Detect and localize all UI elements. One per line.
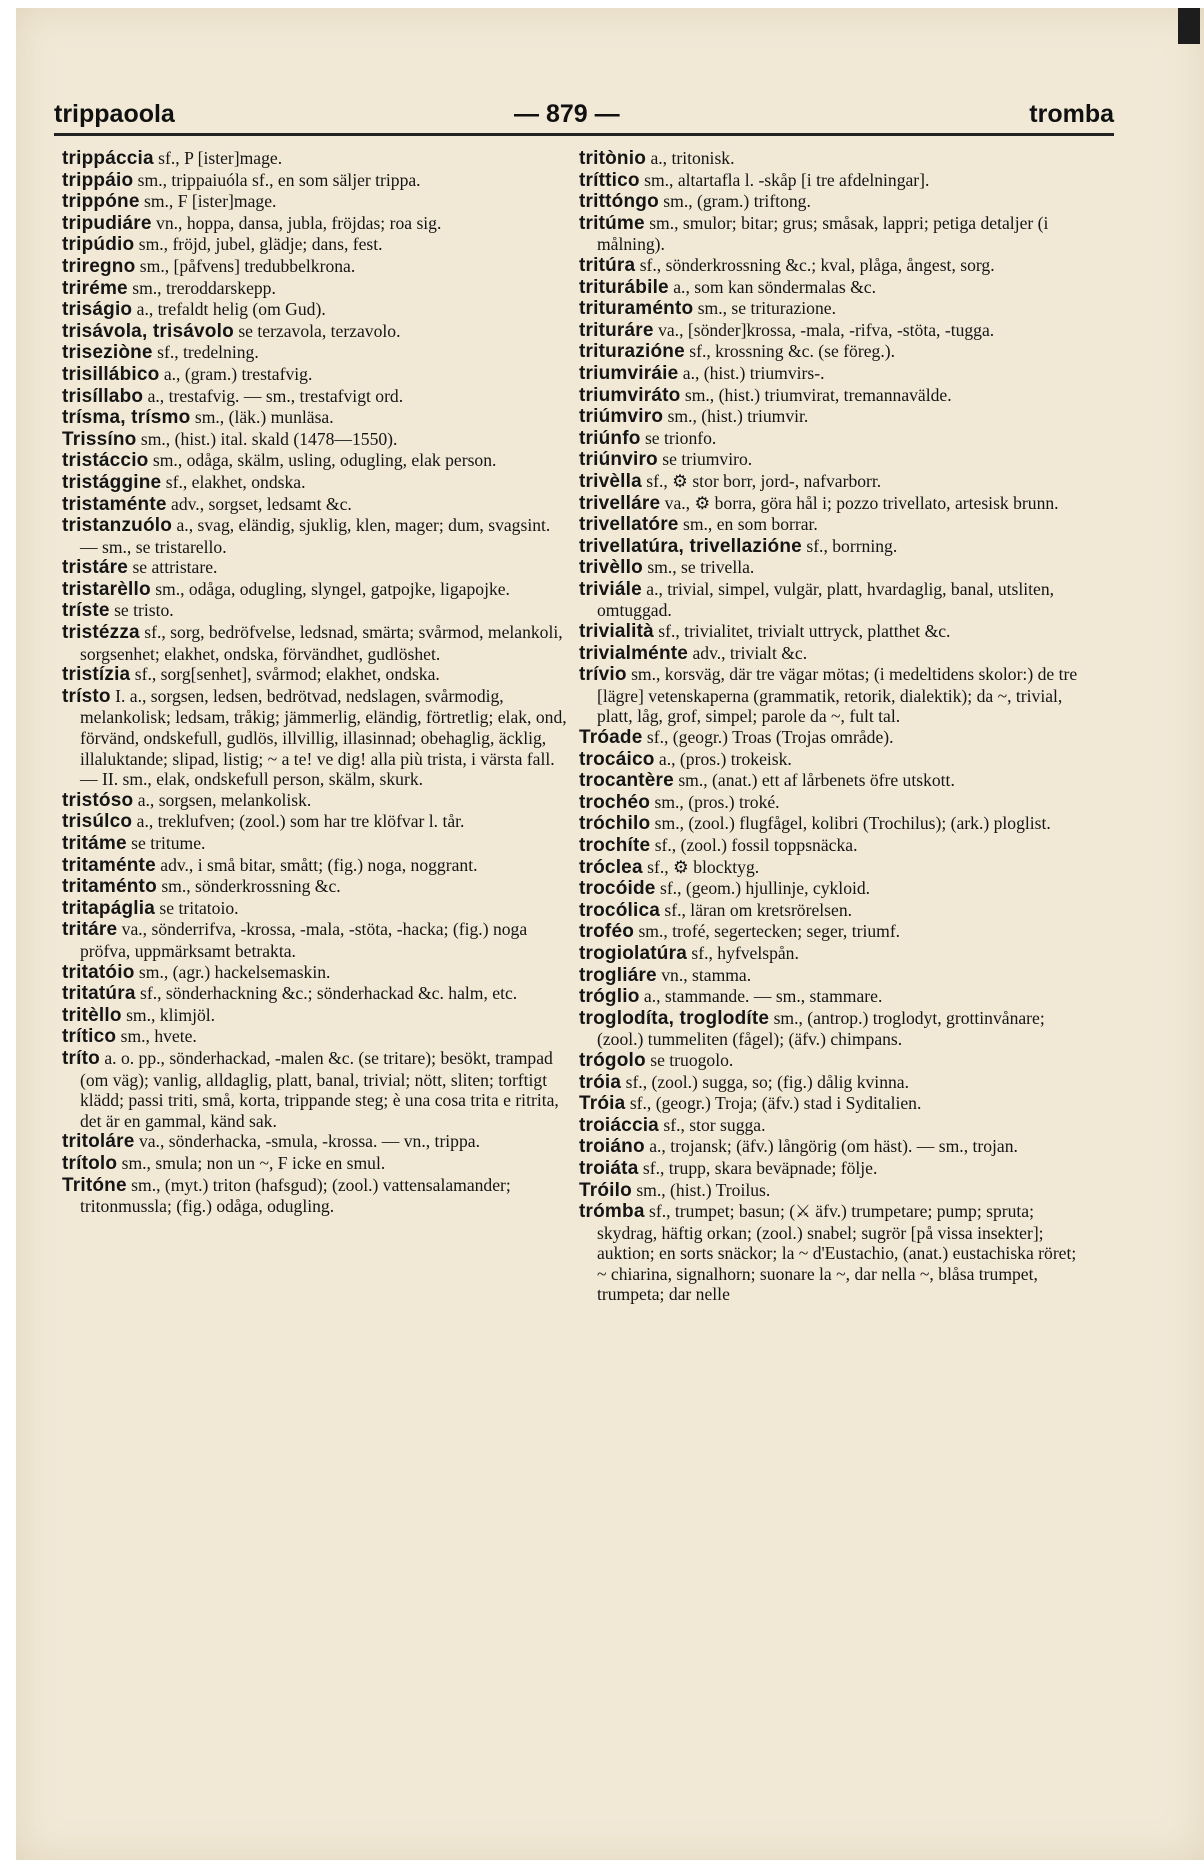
dictionary-entry xyxy=(579,749,1082,771)
dictionary-entry xyxy=(579,579,1082,621)
entry-headword: tríste xyxy=(62,600,110,622)
dictionary-entry xyxy=(579,1093,1082,1115)
entry-definition: sm., treroddarskepp. xyxy=(132,277,276,298)
dictionary-entry xyxy=(62,876,567,898)
dictionary-entry xyxy=(62,898,567,920)
dictionary-entry xyxy=(579,621,1082,643)
entry-headword: trogiolatúra xyxy=(579,942,687,964)
dictionary-entry xyxy=(579,792,1082,814)
dictionary-entry xyxy=(579,449,1082,471)
dictionary-entry xyxy=(579,857,1082,879)
entry-definition: sf., sönderhackning &c.; sönderhackad &c. halm, etc. xyxy=(140,983,518,1004)
dictionary-entry xyxy=(579,1050,1082,1072)
entry-definition: a., sorgsen, melankolisk. xyxy=(137,789,312,810)
entry-definition: a., stammande. — sm., stammare. xyxy=(643,986,883,1007)
dictionary-entry xyxy=(62,386,567,408)
entry-headword: trivèllo xyxy=(579,557,643,579)
entry-headword: triságio xyxy=(62,299,133,321)
entry-headword: tritònio xyxy=(579,148,647,169)
entry-definition: sm., (hist.) triumvir. xyxy=(667,406,809,427)
entry-definition: sf., (zool.) fossil toppsnäcka. xyxy=(654,835,858,855)
dictionary-entry xyxy=(62,191,567,213)
dictionary-entry xyxy=(62,472,567,494)
entry-headword: triturábile xyxy=(579,276,669,298)
dictionary-entry xyxy=(62,1048,567,1131)
dictionary-entry xyxy=(62,1131,567,1153)
left-column xyxy=(62,148,567,1217)
entry-definition: sm., (anat.) ett af lårbenets öfre utskott. xyxy=(678,770,955,791)
entry-definition: se tritume. xyxy=(131,833,206,853)
entry-definition: a., (hist.) triumvirs-. xyxy=(682,362,825,383)
entry-definition: sf., trupp, skara beväpnade; följe. xyxy=(642,1157,878,1178)
dictionary-entry xyxy=(579,1180,1082,1202)
entry-headword: tristággine xyxy=(62,471,162,493)
entry-definition: sm., (hist.) ital. skald (1478—1550). xyxy=(140,428,398,449)
dictionary-entry xyxy=(579,921,1082,943)
entry-definition: sm., altartafla l. -skåp [i tre afdelningar]. xyxy=(644,169,930,190)
dictionary-entry xyxy=(579,727,1082,749)
entry-definition: a., trefaldt helig (om Gud). xyxy=(136,299,326,320)
dictionary-entry xyxy=(62,299,567,321)
entry-headword: tristízia xyxy=(62,664,131,686)
entry-headword: triturazióne xyxy=(579,341,685,363)
entry-headword: trítico xyxy=(62,1026,117,1048)
entry-headword: trippáio xyxy=(62,169,134,191)
entry-definition: sm., (antrop.) troglodyt, grottinvånare; (zool.) tummeliten (fågel); (äfv.) chimpans. xyxy=(597,1007,1045,1050)
entry-headword: trisúlco xyxy=(62,811,133,833)
entry-definition: sm., F [ister]mage. xyxy=(144,191,277,212)
entry-headword: triseziòne xyxy=(62,342,153,364)
dictionary-entry xyxy=(62,811,567,833)
header-guideword-right: tromba xyxy=(1029,100,1114,128)
entry-headword: Tróia xyxy=(579,1093,626,1115)
dictionary-entry xyxy=(579,900,1082,922)
entry-headword: trógolo xyxy=(579,1049,646,1071)
entry-definition: sf., ⚙ blocktyg. xyxy=(647,856,760,877)
entry-headword: trivèlla xyxy=(579,470,642,492)
entry-definition: se tritatoio. xyxy=(159,897,239,918)
entry-definition: sf., (geogr.) Troas (Trojas område). xyxy=(646,727,894,748)
entry-definition: I. a., sorgsen, ledsen, bedrötvad, nedslagen, svårmodig, melankolisk; ledsam, tråkig; jämmerlig, eländig, förtretlig; elak, ond, förvänd, ondskefull, gudlös, illvillig, illasinnad; obehaglig, äcklig, illaluktande; slipad, listig; ~ a te! ve dig! alla più trista, i värsta fall. — II. sm., elak, ondskefull person, skälm, skurk. xyxy=(80,685,567,790)
dictionary-entry xyxy=(579,1201,1082,1305)
dictionary-entry xyxy=(62,429,567,451)
entry-definition: sm., (gram.) triftong. xyxy=(663,191,811,212)
entry-definition: a., treklufven; (zool.) som har tre klöfvar l. tår. xyxy=(136,811,465,832)
dictionary-entry xyxy=(62,213,567,235)
entry-definition: sm., se triturazione. xyxy=(697,298,836,319)
header-rule xyxy=(54,133,1114,136)
entry-headword: trísma, trísmo xyxy=(62,407,191,429)
entry-definition: a., svag, eländig, sjuklig, klen, mager; dum, svagsint. — sm., se tristarello. xyxy=(80,515,551,557)
entry-definition: sf., hyfvelspån. xyxy=(691,942,799,963)
entry-definition: a., som kan söndermalas &c. xyxy=(673,276,877,297)
dictionary-entry xyxy=(579,428,1082,450)
page-number: — 879 — xyxy=(514,100,620,128)
entry-definition: sf., trivialitet, trivialt uttryck, platthet &c. xyxy=(658,621,951,642)
dictionary-entry xyxy=(579,1115,1082,1137)
page-header xyxy=(54,96,1114,132)
entry-headword: troiáccia xyxy=(579,1114,659,1136)
dictionary-entry xyxy=(579,170,1082,192)
entry-definition: se terzavola, terzavolo. xyxy=(238,320,401,341)
entry-definition: va., ⚙ borra, göra hål i; pozzo trivellato, artesisk brunn. xyxy=(664,492,1059,513)
entry-headword: trochéo xyxy=(579,791,651,813)
entry-definition: sm., korsväg, där tre vägar mötas; (i medeltidens skolor:) de tre [lägre] vetenskaperna (grammatik, retorik, dialektik); da ~, trivial, platt, låg, grof, simpel; parole da ~, fult tal. xyxy=(597,664,1078,727)
entry-headword: trippóne xyxy=(62,191,140,213)
entry-headword: trocóide xyxy=(579,878,656,900)
dictionary-entry xyxy=(579,965,1082,987)
entry-definition: se attristare. xyxy=(132,557,218,578)
entry-definition: sm., trofé, segertecken; seger, triumf. xyxy=(638,921,901,942)
entry-definition: sf., elakhet, ondska. xyxy=(165,471,306,492)
entry-headword: tróchilo xyxy=(579,813,651,835)
dictionary-entry xyxy=(62,664,567,686)
dictionary-entry xyxy=(62,407,567,429)
entry-definition: sm., smula; non un ~, F icke en smul. xyxy=(121,1152,386,1173)
entry-definition: sm., (hist.) Troilus. xyxy=(636,1179,771,1200)
entry-headword: triúmviro xyxy=(579,406,664,428)
entry-definition: sm., trippaiuóla sf., en som säljer trippa. xyxy=(137,169,421,190)
dictionary-entry xyxy=(62,170,567,192)
entry-headword: Tritóne xyxy=(62,1174,127,1196)
entry-definition: sf., borrning. xyxy=(806,535,898,556)
entry-headword: trivellatúra, trivellazióne xyxy=(579,535,802,557)
dictionary-entry xyxy=(62,148,567,170)
entry-definition: a., tritonisk. xyxy=(650,148,735,168)
dictionary-entry xyxy=(62,364,567,386)
entry-definition: a., trojansk; (äfv.) långörig (om häst). — sm., trojan. xyxy=(649,1136,1018,1157)
entry-definition: sf., sorg, bedröfvelse, ledsnad, smärta; svårmod, melankoli, sorgsenhet; elakhet, ondska, förvändhet, gudlöshet. xyxy=(80,622,563,664)
entry-definition: sf., (geogr.) Troja; (äfv.) stad i Syditalien. xyxy=(629,1093,922,1114)
dictionary-entry xyxy=(62,278,567,300)
dictionary-entry xyxy=(579,536,1082,558)
entry-headword: trívio xyxy=(579,664,627,686)
entry-headword: Tróade xyxy=(579,727,643,749)
dictionary-entry xyxy=(579,835,1082,857)
entry-headword: trocólica xyxy=(579,899,660,921)
entry-definition: a., trivial, simpel, vulgär, platt, hvardaglig, banal, utsliten, omtuggad. xyxy=(597,578,1055,621)
entry-headword: tríto xyxy=(62,1047,100,1069)
dictionary-entry xyxy=(62,1175,567,1217)
entry-headword: tritèllo xyxy=(62,1004,122,1026)
entry-headword: trisillábico xyxy=(62,363,160,385)
dictionary-entry xyxy=(579,943,1082,965)
dictionary-entry xyxy=(579,341,1082,363)
dictionary-entry xyxy=(62,1005,567,1027)
entry-headword: triúnfo xyxy=(579,427,641,449)
entry-headword: trivialità xyxy=(579,621,654,643)
dictionary-entry xyxy=(62,790,567,812)
entry-headword: trocantère xyxy=(579,770,674,792)
dictionary-entry xyxy=(579,1136,1082,1158)
entry-headword: tróia xyxy=(579,1071,622,1093)
entry-headword: tristarèllo xyxy=(62,578,151,600)
dictionary-entry xyxy=(579,1008,1082,1050)
entry-headword: triumviráto xyxy=(579,384,681,406)
dictionary-entry xyxy=(62,450,567,472)
dictionary-entry xyxy=(579,514,1082,536)
entry-headword: trisíllabo xyxy=(62,385,144,407)
entry-headword: tritáme xyxy=(62,833,127,854)
entry-definition: sf., ⚙ stor borr, jord-, nafvarborr. xyxy=(646,470,882,491)
entry-definition: sf., krossning &c. (se föreg.). xyxy=(689,341,895,362)
entry-headword: tritúme xyxy=(579,212,645,234)
dictionary-entry xyxy=(579,813,1082,835)
dictionary-entry xyxy=(579,255,1082,277)
entry-definition: se triumviro. xyxy=(662,449,753,470)
entry-headword: trochíte xyxy=(579,835,651,856)
entry-headword: tripúdio xyxy=(62,234,135,256)
dictionary-entry xyxy=(579,1072,1082,1094)
dictionary-entry xyxy=(579,557,1082,579)
entry-headword: tritúra xyxy=(579,254,636,276)
entry-headword: tróglio xyxy=(579,986,640,1008)
dictionary-entry xyxy=(62,256,567,278)
dictionary-entry xyxy=(62,622,567,664)
entry-definition: sm., (agr.) hackelsemaskin. xyxy=(138,961,331,982)
entry-definition: sm., odåga, skälm, usling, odugling, elak person. xyxy=(152,450,497,471)
entry-definition: sm., [påfvens] tredubbelkrona. xyxy=(139,255,356,276)
entry-definition: sm., sönderkrossning &c. xyxy=(161,876,341,897)
entry-headword: troiáno xyxy=(579,1136,645,1158)
dictionary-entry xyxy=(579,298,1082,320)
dictionary-entry xyxy=(62,855,567,877)
dictionary-entry xyxy=(62,494,567,516)
entry-headword: trittóngo xyxy=(579,191,659,213)
entry-definition: va., [sönder]krossa, -mala, -rifva, -stöta, -tugga. xyxy=(658,319,995,340)
entry-definition: vn., hoppa, dansa, jubla, fröjdas; roa sig. xyxy=(156,212,442,233)
entry-headword: tritáre xyxy=(62,919,118,941)
entry-definition: sm., hvete. xyxy=(120,1026,197,1047)
entry-headword: trivelláre xyxy=(579,492,661,514)
entry-headword: troféo xyxy=(579,921,635,943)
entry-definition: sf., (geom.) hjullinje, cykloid. xyxy=(659,878,871,899)
entry-headword: tritaménto xyxy=(62,876,157,898)
entry-definition: sm., (pros.) troké. xyxy=(654,791,780,812)
entry-headword: tristaménte xyxy=(62,493,167,515)
entry-definition: sm., smulor; bitar; grus; småsak, lappri; petiga detaljer (i målning). xyxy=(597,212,1049,255)
entry-headword: Trissíno xyxy=(62,428,137,450)
entry-headword: tristézza xyxy=(62,622,140,644)
dictionary-entry xyxy=(579,643,1082,665)
entry-headword: trivialménte xyxy=(579,642,689,664)
entry-definition: a., trestafvig. — sm., trestafvigt ord. xyxy=(147,385,404,406)
entry-definition: sf., P [ister]mage. xyxy=(158,148,283,168)
dictionary-entry xyxy=(62,962,567,984)
entry-headword: tristáre xyxy=(62,557,129,579)
dictionary-entry xyxy=(579,385,1082,407)
entry-definition: se trionfo. xyxy=(644,427,717,448)
entry-definition: sm., en som borrar. xyxy=(682,514,818,535)
entry-headword: triviále xyxy=(579,578,642,600)
entry-definition: va., sönderhacka, -smula, -krossa. — vn., trippa. xyxy=(138,1131,480,1152)
dictionary-entry xyxy=(62,833,567,855)
dictionary-entry xyxy=(62,919,567,961)
entry-definition: sm., (hist.) triumvirat, tremannavälde. xyxy=(684,384,952,405)
entry-headword: trocáico xyxy=(579,748,655,770)
dictionary-entry xyxy=(579,191,1082,213)
dictionary-entry xyxy=(579,986,1082,1008)
entry-definition: sf., stor sugga. xyxy=(663,1114,766,1135)
dictionary-entry xyxy=(579,471,1082,493)
entry-definition: a. o. pp., sönderhackad, -malen &c. (se tritare); besökt, trampad (om väg); vanlig, alldaglig, platt, banal, trivial; nött, sliten; torftigt klädd; passi triti, små, korta, trippande steg; è una cosa trita e ritrita, det är en gammal, känd sak. xyxy=(80,1047,559,1131)
dictionary-entry xyxy=(579,493,1082,515)
entry-headword: tripudiáre xyxy=(62,212,152,234)
entry-definition: sf., läran om kretsrörelsen. xyxy=(664,899,853,920)
entry-headword: tristáccio xyxy=(62,450,149,472)
entry-definition: adv., trivialt &c. xyxy=(692,642,808,663)
dictionary-page xyxy=(16,8,1204,1860)
entry-headword: trítolo xyxy=(62,1152,118,1174)
entry-definition: sm., klimjöl. xyxy=(126,1004,216,1025)
dictionary-entry xyxy=(579,1158,1082,1180)
entry-definition: sf., (zool.) sugga, so; (fig.) dålig kvinna. xyxy=(625,1071,909,1092)
entry-headword: Tróilo xyxy=(579,1179,632,1201)
dictionary-entry xyxy=(62,342,567,364)
entry-definition: sf., trumpet; basun; (⚔ äfv.) trumpetare; pump; spruta; skydrag, häftig orkan; (zool.) snabel; sugrör [på vissa insekter]; auktion; en sorts snäckor; la ~ d'Eustachio, (anat.) eustachiska röret; ~ chiarina, signalhorn; suonare la ~, dar nella ~, blåsa trumpet, trumpeta; dar nelle xyxy=(597,1201,1077,1305)
dictionary-entry xyxy=(579,664,1082,727)
entry-headword: tritaménte xyxy=(62,854,156,876)
entry-headword: tritapáglia xyxy=(62,897,155,919)
dictionary-entry xyxy=(62,579,567,601)
entry-definition: adv., sorgset, ledsamt &c. xyxy=(171,493,352,514)
entry-definition: sf., sönderkrossning &c.; kval, plåga, ångest, sorg. xyxy=(639,254,995,275)
entry-definition: adv., i små bitar, smått; (fig.) noga, noggrant. xyxy=(160,854,478,875)
dictionary-entry xyxy=(62,321,567,343)
entry-definition: sf., tredelning. xyxy=(157,342,259,363)
entry-headword: triréme xyxy=(62,277,128,299)
entry-definition: sm., fröjd, jubel, glädje; dans, fest. xyxy=(138,234,383,255)
entry-headword: tristóso xyxy=(62,789,134,811)
entry-definition: sm., odåga, odugling, slyngel, gatpojke, ligapojke. xyxy=(155,578,510,599)
dictionary-entry xyxy=(62,983,567,1005)
entry-definition: a., (pros.) trokeisk. xyxy=(658,748,792,769)
entry-headword: trisávola, trisávolo xyxy=(62,320,234,342)
dictionary-entry xyxy=(579,363,1082,385)
page-corner-mark xyxy=(1178,8,1200,44)
dictionary-entry xyxy=(579,320,1082,342)
dictionary-entry xyxy=(579,406,1082,428)
header-guideword-left: trippaoola xyxy=(54,100,175,128)
entry-definition: sf., sorg[senhet], svårmod; elakhet, ondska. xyxy=(134,664,440,685)
entry-headword: triregno xyxy=(62,255,136,277)
entry-definition: vn., stamma. xyxy=(661,964,752,985)
entry-headword: tritatóio xyxy=(62,961,135,983)
entry-headword: trippáccia xyxy=(62,148,154,169)
dictionary-entry xyxy=(579,277,1082,299)
entry-definition: sm., (zool.) flugfågel, kolibri (Trochilus); (ark.) ploglist. xyxy=(654,813,1051,834)
entry-definition: a., (gram.) trestafvig. xyxy=(163,363,313,384)
entry-definition: sm., se trivella. xyxy=(647,557,755,578)
dictionary-entry xyxy=(62,234,567,256)
entry-headword: tritatúra xyxy=(62,983,136,1005)
entry-headword: trogliáre xyxy=(579,964,657,986)
dictionary-entry xyxy=(579,770,1082,792)
entry-headword: tróclea xyxy=(579,856,643,878)
entry-headword: triumviráie xyxy=(579,362,679,384)
dictionary-entry xyxy=(62,1153,567,1175)
entry-headword: trituráre xyxy=(579,319,654,341)
dictionary-entry xyxy=(62,515,567,557)
entry-definition: se truogolo. xyxy=(650,1049,734,1070)
entry-headword: trivellatóre xyxy=(579,514,679,536)
entry-headword: tríttico xyxy=(579,169,640,191)
entry-headword: trómba xyxy=(579,1201,645,1223)
dictionary-entry xyxy=(62,686,567,790)
entry-definition: va., sönderrifva, -krossa, -mala, -stöta, -hacka; (fig.) noga pröfva, uppmärksamt betrakta. xyxy=(80,919,528,961)
dictionary-entry xyxy=(62,557,567,579)
right-column xyxy=(579,148,1082,1305)
entry-headword: troiáta xyxy=(579,1157,639,1179)
dictionary-entry xyxy=(579,148,1082,170)
entry-headword: tritoláre xyxy=(62,1131,135,1153)
dictionary-entry xyxy=(579,878,1082,900)
dictionary-entry xyxy=(579,213,1082,255)
entry-definition: sm., (läk.) munläsa. xyxy=(194,407,334,428)
entry-definition: sm., (myt.) triton (hafsgud); (zool.) vattensalamander; tritonmussla; (fig.) odåga, odugling. xyxy=(80,1174,511,1217)
entry-headword: triúnviro xyxy=(579,449,658,471)
dictionary-entry xyxy=(62,1026,567,1048)
entry-headword: tristanzuólo xyxy=(62,515,173,537)
entry-definition: se tristo. xyxy=(114,600,174,621)
dictionary-entry xyxy=(62,600,567,622)
entry-headword: trituraménto xyxy=(579,298,694,320)
entry-headword: troglodíta, troglodíte xyxy=(579,1007,770,1029)
entry-headword: trísto xyxy=(62,685,111,707)
